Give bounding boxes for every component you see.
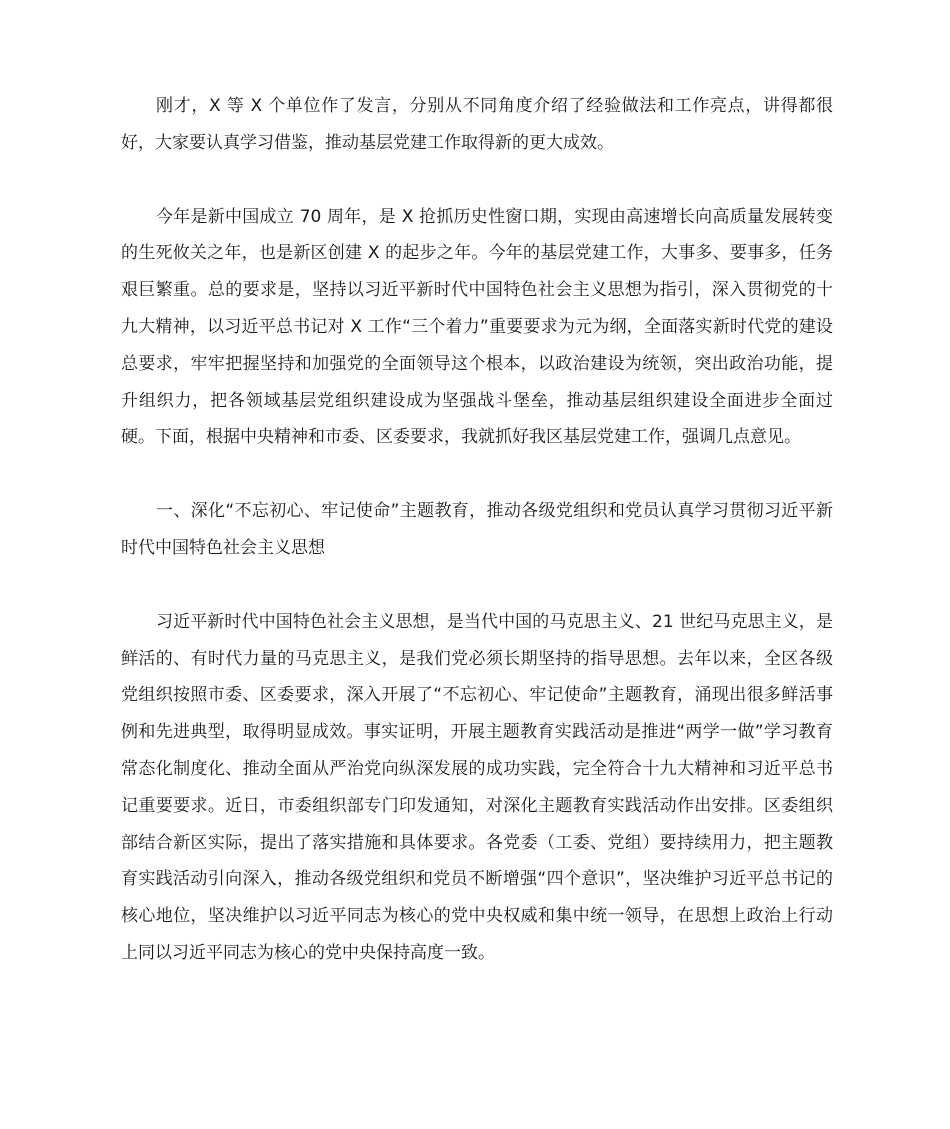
paragraph-opening-remarks: 刚才，X 等 X 个单位作了发言，分别从不同角度介绍了经验做法和工作亮点，讲得都很好，大家要认真学习借鉴，推动基层党建工作取得新的更大成效。 <box>121 96 833 153</box>
section-heading-one: 一、深化“不忘初心、牢记使命”主题教育，推动各级党组织和党员认真学习贯彻习近平新时代中国特色社会主义思想 <box>121 501 833 558</box>
paragraph-annual-requirements: 今年是新中国成立 70 周年，是 X 抢抓历史性窗口期，实现由高速增长向高质量发展转变的生死攸关之年，也是新区创建 X 的起步之年。今年的基层党建工作，大事多、要事多，任务艰巨繁重。总的要求是，坚持以习近平新时代中国特色社会主义思想为指引，深入贯彻党的十九大精神，以习近平总书记对 X 工作“三个着力”重要要求为元为纲，全面落实新时代党的建设总要求，牢牢把握坚持和加强党的全面领导这个根本，以政治建设为统领，突出政治功能，提升组织力，把各领域基层党组织建设成为坚强战斗堡垒，推动基层组织建设全面进步全面过硬。下面，根据中央精神和市委、区委要求，我就抓好我区基层党建工作，强调几点意见。 <box>121 206 833 448</box>
document-body <box>121 88 833 1009</box>
paragraph-theme-education: 习近平新时代中国特色社会主义思想，是当代中国的马克思主义、21 世纪马克思主义，是鲜活的、有时代力量的马克思主义，是我们党必须长期坚持的指导思想。去年以来，全区各级党组织按照市委、区委要求，深入开展了“不忘初心、牢记使命”主题教育，涌现出很多鲜活事例和先进典型，取得明显成效。事实证明，开展主题教育实践活动是推进“两学一做”学习教育常态化制度化、推动全面从严治党向纵深发展的成功实践，完全符合十九大精神和习近平总书记重要要求。近日，市委组织部专门印发通知，对深化主题教育实践活动作出安排。区委组织部结合新区实际，提出了落实措施和具体要求。各党委（工委、党组）要持续用力，把主题教育实践活动引向深入，推动各级党组织和党员不断增强“四个意识”，坚决维护习近平总书记的核心地位，坚决维护以习近平同志为核心的党中央权威和集中统一领导，在思想上政治上行动上同以习近平同志为核心的党中央保持高度一致。 <box>121 611 833 963</box>
